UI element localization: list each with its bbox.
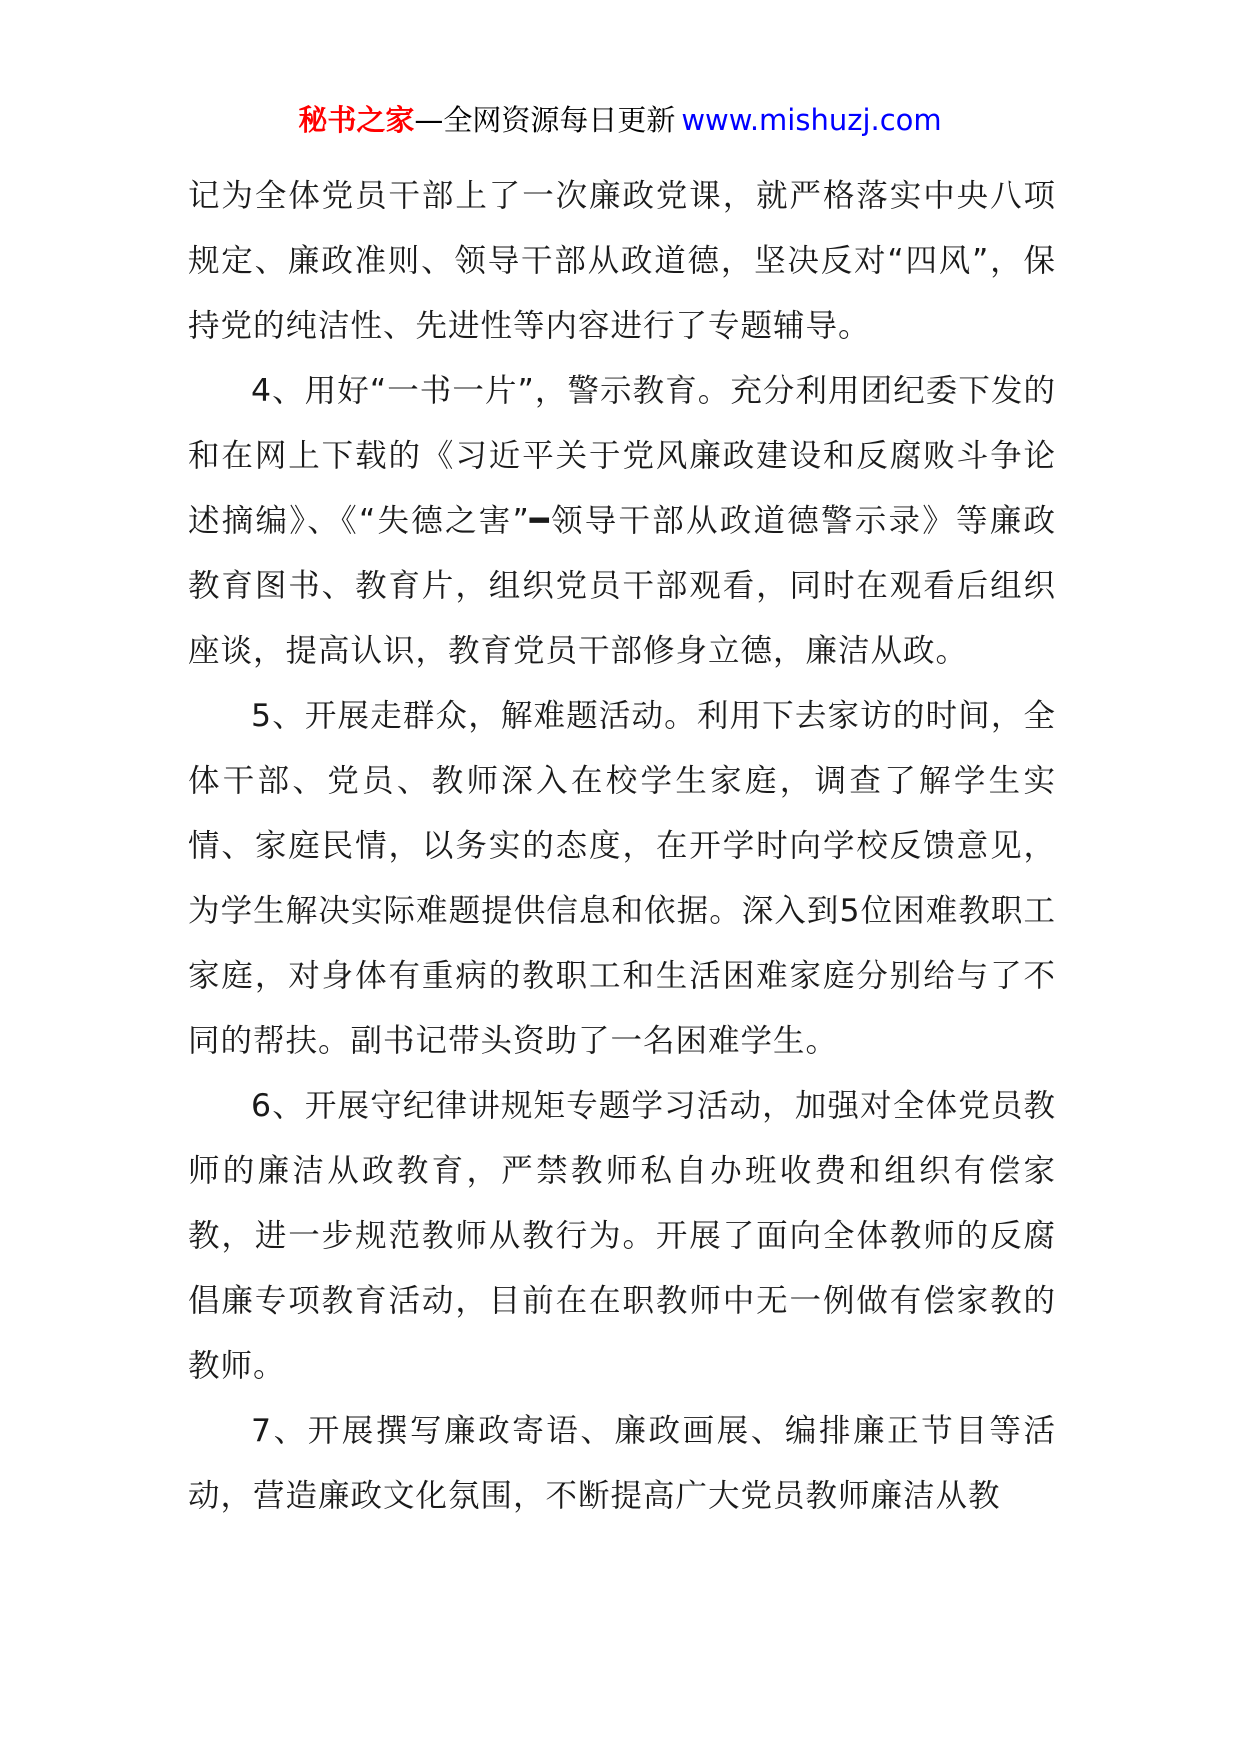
paragraph-7: 7、开展撰写廉政寄语、廉政画展、编排廉正节目等活动，营造廉政文化氛围，不断提高广大党员教师廉洁从教 [188,1413,1056,1514]
paragraph-continuation: 记为全体党员干部上了一次廉政党课，就严格落实中央八项规定、廉政准则、领导干部从政道德，坚决反对“四风”，保持党的纯洁性、先进性等内容进行了专题辅导。 [188,178,1056,344]
brand-name: 秘书之家 [298,103,415,137]
page-header [0,100,1240,140]
paragraph-6: 6、开展守纪律讲规矩专题学习活动，加强对全体党员教师的廉洁从政教育，严禁教师私自办班收费和组织有偿家教，进一步规范教师从教行为。开展了面向全体教师的反腐倡廉专项教育活动，目前在在职教师中无一例做有偿家教的教师。 [188,1088,1056,1384]
paragraph-4: 4、用好“一书一片”，警示教育。充分利用团纪委下发的和在网上下载的《习近平关于党风廉政建设和反腐败斗争论述摘编》、《“失德之害”━领导干部从政道德警示录》等廉政教育图书、教育片，组织党员干部观看，同时在观看后组织座谈，提高认识，教育党员干部修身立德，廉洁从政。 [188,373,1056,669]
header-tagline: —全网资源每日更新 [414,103,676,137]
paragraph-5: 5、开展走群众，解难题活动。利用下去家访的时间，全体干部、党员、教师深入在校学生家庭，调查了解学生实情、家庭民情，以务实的态度，在开学时向学校反馈意见，为学生解决实际难题提供信息和依据。深入到5位困难教职工家庭，对身体有重病的教职工和生活困难家庭分别给与了不同的帮扶。副书记带头资助了一名困难学生。 [188,698,1056,1059]
site-url-link[interactable]: www.mishuzj.com [681,103,942,137]
document-body [188,164,1056,1529]
